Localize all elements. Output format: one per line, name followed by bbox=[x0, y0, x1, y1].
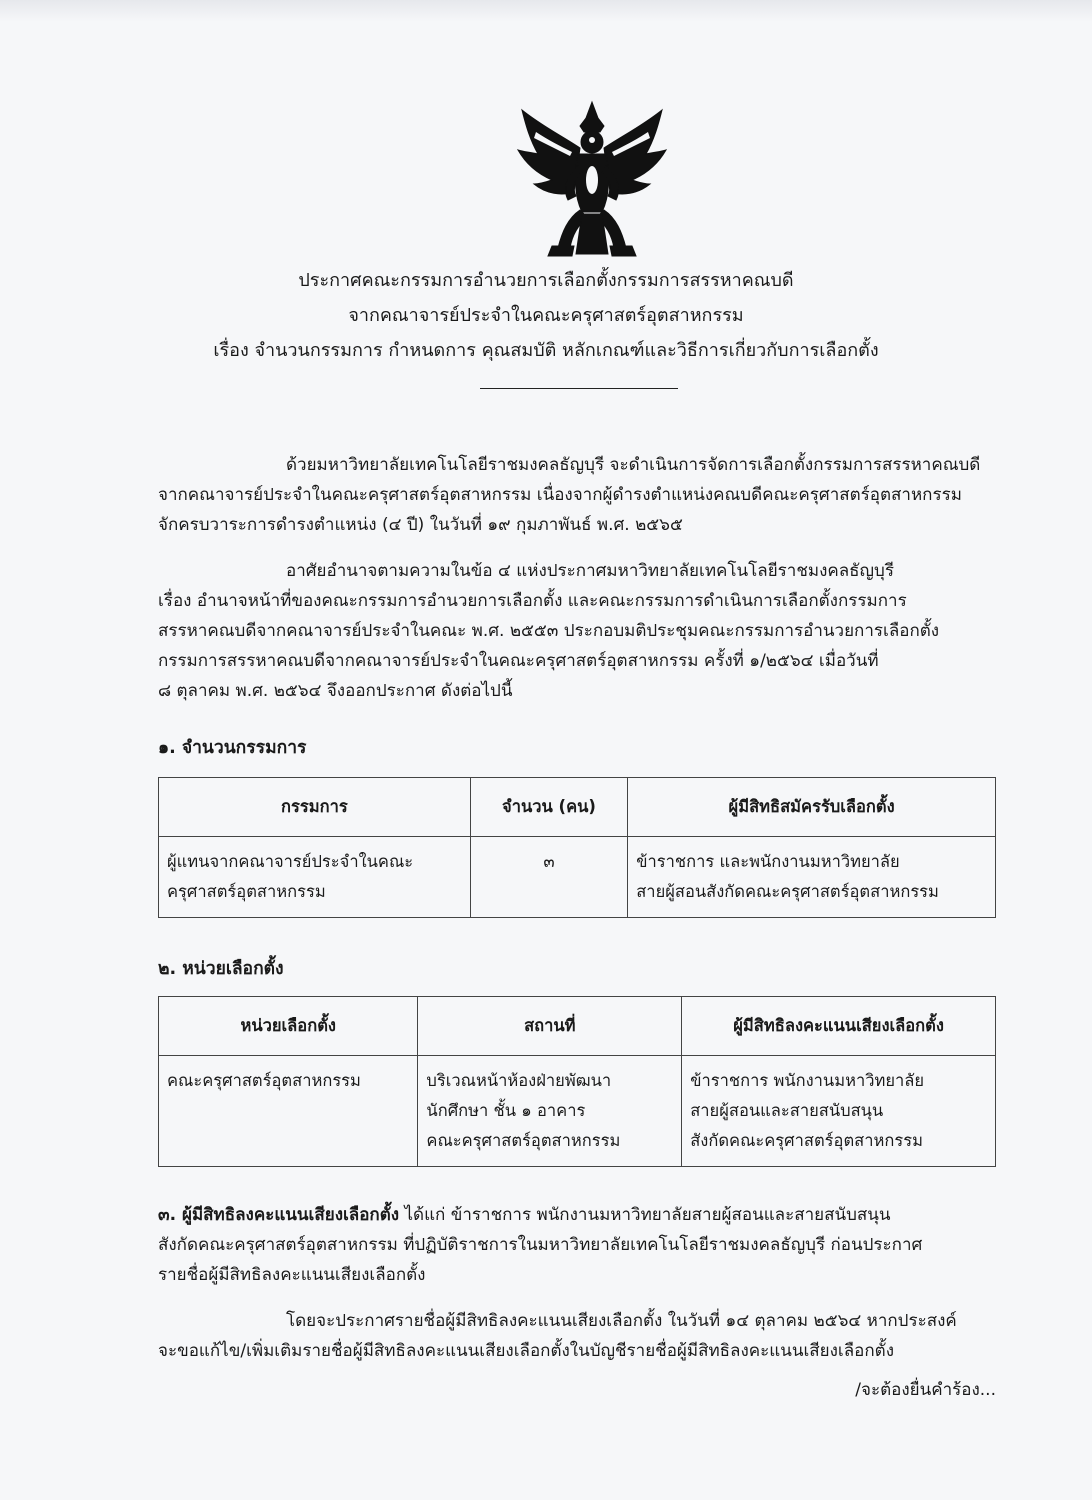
paragraph-line: กรรมการสรรหาคณบดีจากคณาจารย์ประจำในคณะครุศาสตร์อุตสาหกรรม ครั้งที่ ๑/๒๕๖๔ เมื่อวันที่ bbox=[158, 651, 879, 671]
scan-edge bbox=[0, 0, 1092, 22]
announcement-title-line1: ประกาศคณะกรรมการอำนวยการเลือกตั้งกรรมการสรรหาคณบดี bbox=[298, 270, 794, 291]
cell-line: ผู้แทนจากคณาจารย์ประจำในคณะ bbox=[167, 852, 414, 871]
paragraph-line: จากคณาจารย์ประจำในคณะครุศาสตร์อุตสาหกรรม เนื่องจากผู้ดำรงตำแหน่งคณบดีคณะครุศาสตร์อุตสาหกรรม bbox=[158, 485, 962, 505]
column-header: กรรมการ bbox=[159, 778, 471, 837]
table-row bbox=[159, 1056, 996, 1167]
table-cell: ๓ bbox=[470, 837, 628, 918]
table-cell bbox=[682, 1056, 996, 1167]
section-2-title: ๒. หน่วยเลือกตั้ง bbox=[158, 959, 284, 979]
column-header: จำนวน (คน) bbox=[470, 778, 628, 837]
column-header: ผู้มีสิทธิสมัครรับเลือกตั้ง bbox=[628, 778, 996, 837]
cell-line: คณะครุศาสตร์อุตสาหกรรม bbox=[426, 1131, 621, 1150]
voter-list-paragraph bbox=[158, 1306, 996, 1366]
announcement-subject: เรื่อง จำนวนกรรมการ กำหนดการ คุณสมบัติ หลักเกณฑ์และวิธีการเกี่ยวกับการเลือกตั้ง bbox=[213, 340, 879, 361]
paragraph-line: จะขอแก้ไข/เพิ่มเติมรายชื่อผู้มีสิทธิลงคะแนนเสียงเลือกตั้งในบัญชีรายชื่อผู้มีสิทธิลงคะแนนเสียงเลือกตั้ง bbox=[158, 1341, 894, 1361]
polling-unit-table bbox=[158, 996, 996, 1167]
paragraph-line: สังกัดคณะครุศาสตร์อุตสาหกรรม ที่ปฏิบัติราชการในมหาวิทยาลัยเทคโนโลยีราชมงคลธัญบุรี ก่อนประกาศ bbox=[158, 1235, 923, 1255]
cell-line: สายผู้สอนและสายสนับสนุน bbox=[690, 1101, 884, 1120]
section-3-title: ๓. ผู้มีสิทธิลงคะแนนเสียงเลือกตั้ง bbox=[158, 1205, 400, 1225]
paragraph-line: โดยจะประกาศรายชื่อผู้มีสิทธิลงคะแนนเสียงเลือกตั้ง ในวันที่ ๑๔ ตุลาคม ๒๕๖๔ หากประสงค์ bbox=[286, 1311, 957, 1331]
table-row bbox=[159, 837, 996, 918]
table-cell: คณะครุศาสตร์อุตสาหกรรม bbox=[159, 1056, 418, 1167]
paragraph-line: รายชื่อผู้มีสิทธิลงคะแนนเสียงเลือกตั้ง bbox=[158, 1265, 426, 1285]
paragraph-line: สรรหาคณบดีจากคณาจารย์ประจำในคณะ พ.ศ. ๒๕๕๓ ประกอบมติประชุมคณะกรรมการอำนวยการเลือกตั้ง bbox=[158, 621, 940, 641]
paragraph-line: จักครบวาระการดำรงตำแหน่ง (๔ ปี) ในวันที่ ๑๙ กุมภาพันธ์ พ.ศ. ๒๕๖๕ bbox=[158, 515, 683, 535]
cell-line: นักศึกษา ชั้น ๑ อาคาร bbox=[426, 1101, 586, 1120]
intro-paragraph bbox=[158, 450, 996, 540]
title-divider bbox=[480, 388, 678, 389]
table-cell bbox=[159, 837, 471, 918]
cell-line: ข้าราชการ พนักงานมหาวิทยาลัย bbox=[690, 1071, 925, 1090]
paragraph-line: ด้วยมหาวิทยาลัยเทคโนโลยีราชมงคลธัญบุรี จะดำเนินการจัดการเลือกตั้งกรรมการสรรหาคณบดี bbox=[286, 455, 981, 475]
cell-line: สายผู้สอนสังกัดคณะครุศาสตร์อุตสาหกรรม bbox=[636, 882, 939, 901]
cell-line: ครุศาสตร์อุตสาหกรรม bbox=[167, 882, 326, 901]
table-cell bbox=[628, 837, 996, 918]
section-1-title: ๑. จำนวนกรรมการ bbox=[158, 738, 307, 758]
table-header-row bbox=[159, 778, 996, 837]
table-header-row bbox=[159, 997, 996, 1056]
committee-table bbox=[158, 777, 996, 918]
cell-line: ข้าราชการ และพนักงานมหาวิทยาลัย bbox=[636, 852, 900, 871]
announcement-title-line2: จากคณาจารย์ประจำในคณะครุศาสตร์อุตสาหกรรม bbox=[348, 305, 744, 326]
paragraph-line: เรื่อง อำนาจหน้าที่ของคณะกรรมการอำนวยการเลือกตั้ง และคณะกรรมการดำเนินการเลือกตั้งกรรมการ bbox=[158, 591, 907, 611]
section-3-paragraph bbox=[158, 1200, 996, 1290]
cell-line: บริเวณหน้าห้องฝ่ายพัฒนา bbox=[426, 1071, 612, 1090]
paragraph-line: ได้แก่ ข้าราชการ พนักงานมหาวิทยาลัยสายผู้สอนและสายสนับสนุน bbox=[404, 1205, 891, 1225]
continuation-note: /จะต้องยื่นคำร้อง... bbox=[855, 1380, 996, 1400]
cell-line: สังกัดคณะครุศาสตร์อุตสาหกรรม bbox=[690, 1131, 923, 1150]
column-header: สถานที่ bbox=[418, 997, 682, 1056]
paragraph-line: ๘ ตุลาคม พ.ศ. ๒๕๖๔ จึงออกประกาศ ดังต่อไปนี้ bbox=[158, 681, 513, 701]
paragraph-line: อาศัยอำนาจตามความในข้อ ๔ แห่งประกาศมหาวิทยาลัยเทคโนโลยีราชมงคลธัญบุรี bbox=[286, 561, 894, 581]
garuda-emblem-icon bbox=[512, 96, 672, 261]
column-header: ผู้มีสิทธิลงคะแนนเสียงเลือกตั้ง bbox=[682, 997, 996, 1056]
column-header: หน่วยเลือกตั้ง bbox=[159, 997, 418, 1056]
table-cell bbox=[418, 1056, 682, 1167]
authority-paragraph bbox=[158, 556, 996, 706]
